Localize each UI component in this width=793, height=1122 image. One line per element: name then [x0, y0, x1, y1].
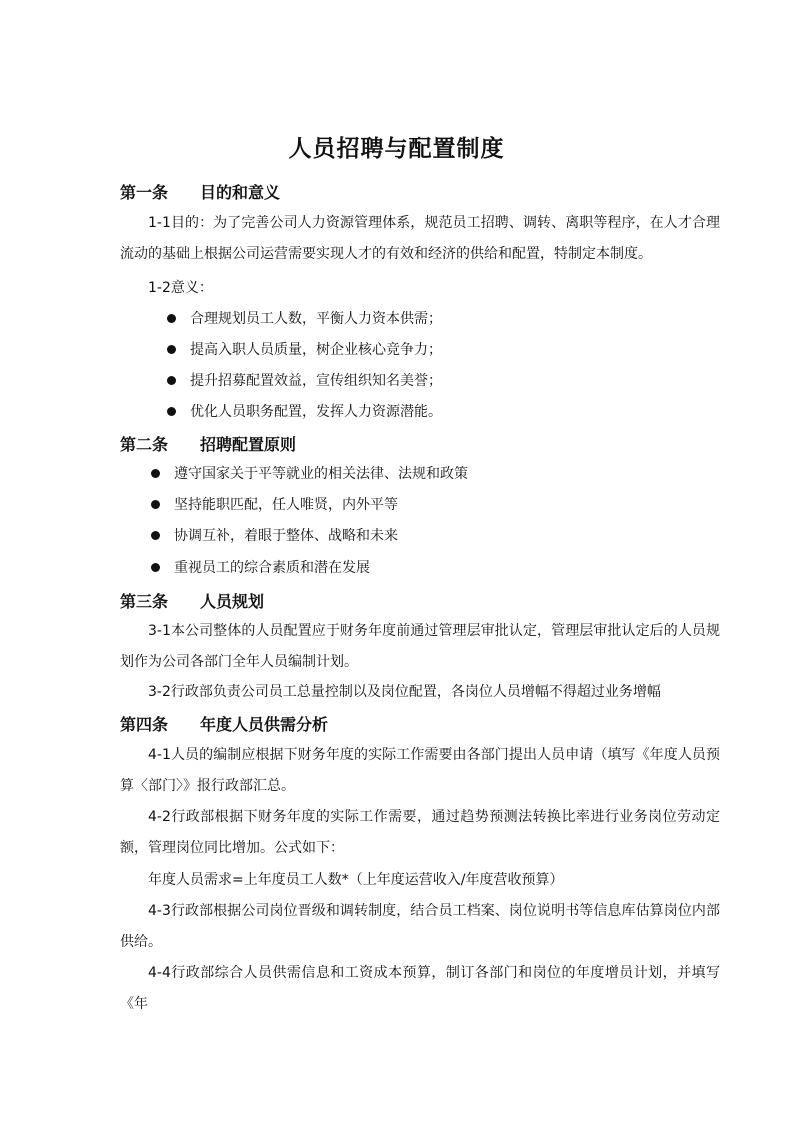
section-title: 招聘配置原则: [200, 435, 297, 454]
paragraph-3-1: 3-1本公司整体的人员配置应于财务年度前通过管理层审批认定，管理层审批认定后的人员规划作为公司各部门全年人员编制计划。: [120, 623, 720, 670]
section-heading-2: [120, 432, 296, 455]
section-title: 目的和意义: [200, 183, 281, 202]
bullet-icon: [151, 531, 160, 540]
list-item: 遵守国家关于平等就业的相关法律、法规和政策: [151, 463, 468, 483]
list-item: 协调互补，着眼于整体、战略和未来: [151, 525, 398, 545]
list-item: 优化人员职务配置，发挥人力资源潜能。: [167, 401, 442, 421]
article-number: 第三条: [120, 592, 169, 611]
section-title: 年度人员供需分析: [200, 715, 329, 734]
section-title: 人员规划: [200, 592, 265, 611]
section-heading-4: [120, 712, 328, 735]
list-item: 重视员工的综合素质和潜在发展: [151, 557, 370, 577]
bullet-icon: [151, 500, 160, 509]
formula-line: 年度人员需求=上年度员工人数*（上年度运营收入/年度营收预算）: [148, 872, 564, 888]
paragraph-4-4: 4-4行政部综合人员供需信息和工资成本预算，制订各部门和岗位的年度增员计划，并填写《年: [120, 965, 720, 1012]
paragraph-4-2: 4-2行政部根据下财务年度的实际工作需要，通过趋势预测法转换比率进行业务岗位劳动定额，管理岗位同比增加。公式如下：: [120, 809, 720, 856]
list-item: 提升招募配置效益，宣传组织知名美誉；: [167, 370, 442, 390]
bullet-icon: [151, 563, 160, 572]
article-number: 第一条: [120, 183, 169, 202]
list-item: 坚持能职匹配，任人唯贤，内外平等: [151, 494, 398, 514]
section-heading-1: [120, 180, 280, 203]
paragraph-3-2: 3-2行政部负责公司员工总量控制以及岗位配置，各岗位人员增幅不得超过业务增幅: [148, 684, 661, 700]
list-item: 合理规划员工人数，平衡人力资本供需；: [167, 308, 442, 328]
paragraph-1-1: 1-1目的：为了完善公司人力资源管理体系，规范员工招聘、调转、离职等程序，在人才合理流动的基础上根据公司运营需要实现人才的有效和经济的供给和配置，特制定本制度。: [120, 215, 720, 262]
article-number: 第四条: [120, 715, 169, 734]
bullet-icon: [167, 314, 176, 323]
article-number: 第二条: [120, 435, 169, 454]
list-item: 提高入职人员质量，树企业核心竞争力；: [167, 339, 442, 359]
bullet-icon: [167, 345, 176, 354]
bullet-icon: [151, 469, 160, 478]
paragraph-1-2: 1-2意义：: [148, 280, 213, 296]
page-title: 人员招聘与配置制度: [288, 135, 505, 162]
section-heading-3: [120, 589, 264, 612]
paragraph-4-1: 4-1人员的编制应根据下财务年度的实际工作需要由各部门提出人员申请（填写《年度人员预算〈部门〉》报行政部汇总。: [120, 747, 720, 794]
paragraph-4-3: 4-3行政部根据公司岗位晋级和调转制度，结合员工档案、岗位说明书等信息库估算岗位内部供给。: [120, 903, 720, 950]
bullet-icon: [167, 376, 176, 385]
bullet-icon: [167, 407, 176, 416]
